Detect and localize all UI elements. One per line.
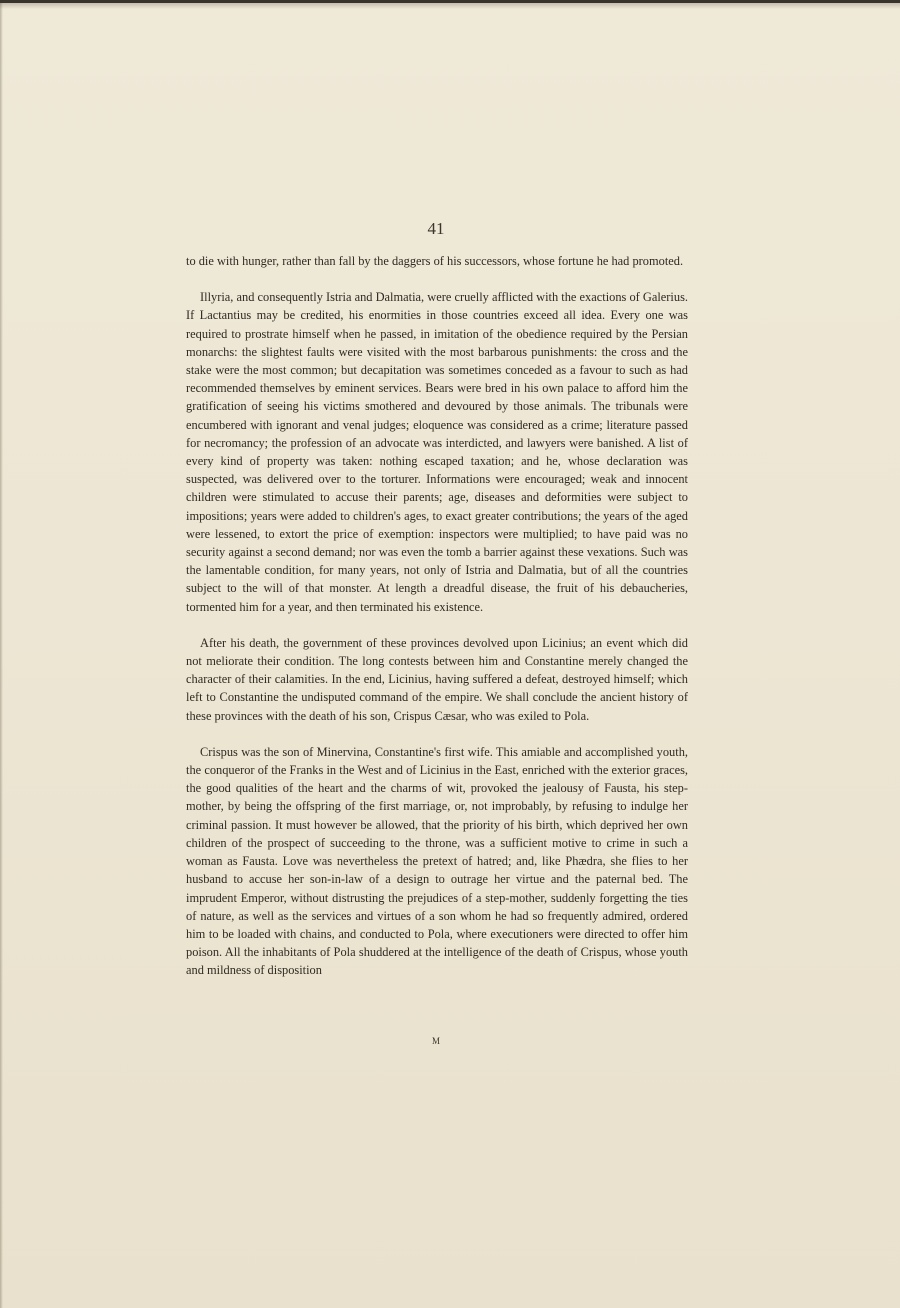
paragraph-gap (186, 270, 688, 288)
paragraph-crispus: Crispus was the son of Minervina, Constantine's first wife. This amiable and accomplished youth, the conqueror of the Franks in the West and of Licinius in the East, enriched with the exterior graces, the good qualities of the heart and the charms of wit, provoked the jealousy of Fausta, his step-mother, by being the offspring of the first marriage, or, not improbably, by refusing to indulge her criminal passion. It must however be allowed, that the priority of his birth, which deprived her own children of the prospect of succeeding to the throne, was a sufficient motive to crime in such a woman as Fausta. Love was nevertheless the pretext of hatred; and, like Phædra, she flies to her husband to accuse her son-in-law of a design to outrage her virtue and the paternal bed. The imprudent Emperor, without distrusting the prejudices of a step-mother, suddenly forgetting the ties of nature, as well as the services and virtues of a son whom he had so frequently admired, ordered him to be loaded with chains, and conducted to Pola, where executioners were directed to offer him poison. All the inhabitants of Pola shuddered at the intelligence of the death of Crispus, whose youth and mildness of disposition (186, 744, 688, 978)
page-number: 41 (427, 219, 445, 238)
left-edge-shadow (0, 3, 3, 1308)
paragraph-gap (186, 725, 688, 743)
paragraph-illyria: Illyria, and consequently Istria and Dalmatia, were cruelly afflicted with the exactions of Galerius. If Lactantius may be credited, his enormities in those countries exceed all idea. Every one was required to prostrate himself when he passed, in imitation of the obedience required by the Persian monarchs: the slightest faults were visited with the most barbarous punishments: the cross and the stake were the most common; but decapitation was sometimes conceded as a favour to such as had recommended themselves by eminent services. Bears were bred in his own palace to afford him the gratification of seeing his victims smothered and devoured by those animals. The tribunals were encumbered with ignorant and venal judges; eloquence was considered as a crime; literature passed for necromancy; the profession of an advocate was interdicted, and lawyers were banished. A list of every kind of property was taken: nothing escaped taxation; and he, whose declaration was suspected, was delivered over to the torturer. Informations were encouraged; weak and innocent children were stimulated to accuse their parents; age, diseases and deformities were subject to impositions; years were added to children's ages, to exact greater contributions; the years of the aged were lessened, to extort the price of exemption: inspectors were multiplied; to have paid was no security against a second demand; nor was even the tomb a barrier against these vexations. Such was the lamentable condition, for many years, not only of Istria and Dalmatia, but of all the countries subject to the will of that monster. At length a dreadful disease, the fruit of his debaucheries, tormented him for a year, and then terminated his existence. (186, 290, 688, 614)
body-text (186, 252, 688, 980)
top-edge-shadow (0, 3, 900, 9)
paragraph-continuation: to die with hunger, rather than fall by the daggers of his successors, whose fortune he had promoted. (186, 254, 684, 268)
paragraph-licinius: After his death, the government of these provinces devolved upon Licinius; an event which did not meliorate their condition. The long contests between him and Constantine merely changed the character of their calamities. In the end, Licinius, having suffered a defeat, destroyed himself; which left to Constantine the undisputed command of the empire. We shall conclude the ancient history of these provinces with the death of his son, Crispus Cæsar, who was exiled to Pola. (186, 635, 688, 723)
paragraph-gap (186, 616, 688, 634)
signature-mark: M (431, 1036, 440, 1046)
